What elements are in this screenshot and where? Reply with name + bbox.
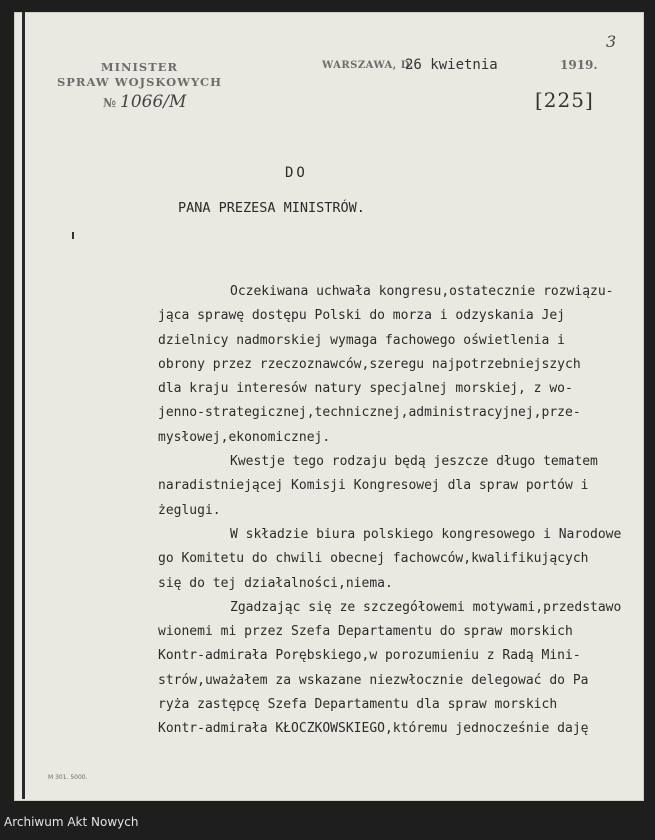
margin-mark	[72, 232, 74, 239]
body-line: jenno-strategicznej,technicznej,administracyjnej,prze-	[158, 405, 581, 421]
body-line: Kontr-admirała KŁOCZKOWSKIEGO,któremu jednocześnie daję	[158, 721, 589, 737]
body-line: Zgadzając się ze szczegółowemi motywami,przedstawo	[230, 599, 622, 615]
body-line: jąca sprawę dostępu Polski do morza i odzyskania Jej	[158, 308, 565, 324]
body-line: go Komitetu do chwili obecnej fachowców,kwalifikujących	[158, 551, 589, 567]
body-line: naradistniejącej Komisji Kongresowej dla spraw portów i	[158, 478, 589, 494]
body-line: strów,uważałem za wskazane niezwłocznie delegować do Pa	[158, 672, 589, 688]
body-line: się do tej działalności,niema.	[158, 575, 393, 591]
body-line: mysłowej,ekonomicznej.	[158, 429, 331, 445]
letterhead-line-2: SPRAW WOJSKOWYCH	[56, 75, 223, 89]
page-edge	[22, 12, 25, 799]
page-number-handwritten: 3	[606, 32, 617, 51]
recipient-prefix: DO	[285, 165, 308, 181]
letter-year: 1919.	[560, 58, 598, 72]
recipient-name: PANA PREZESA MINISTRÓW.	[178, 200, 365, 216]
body-line: dzielnicy nadmorskiej wymaga fachowego oświetlenia i	[158, 332, 565, 348]
body-line: Oczekiwana uchwała kongresu,ostatecznie rozwiązu-	[230, 284, 614, 299]
body-line: Kwestje tego rodzaju będą jeszcze długo tematem	[230, 454, 598, 470]
letter-body	[158, 280, 622, 742]
body-line: W składzie biura polskiego kongresowego i Narodowe	[230, 526, 622, 542]
reference-number-handwritten: 1066/M	[120, 92, 187, 112]
body-line: obrony przez rzeczoznawców,szeregu najpotrzebniejszych	[158, 356, 581, 372]
letterhead-line-1: MINISTER	[100, 60, 179, 74]
print-code: M 301. 5000.	[48, 774, 88, 781]
body-line: żeglugi.	[158, 502, 221, 518]
letterhead	[42, 60, 237, 90]
body-line: Kontr-admirała Porębskiego,w porozumieniu z Radą Mini-	[158, 648, 581, 664]
archive-stamp: [225]	[535, 88, 594, 112]
body-line: dla kraju interesów natury specjalnej morskiej, z wo-	[158, 381, 573, 397]
place-label: WARSZAWA, D.	[322, 60, 414, 71]
reference-number-label: №	[103, 96, 117, 110]
letter-date: 26 kwietnia	[405, 57, 498, 73]
body-line: wionemi mi przez Szefa Departamentu do spraw morskich	[158, 624, 573, 640]
body-line: ryża zastępcę Szefa Departamentu dla spraw morskich	[158, 697, 558, 713]
archive-label: Archiwum Akt Nowych	[4, 815, 139, 829]
